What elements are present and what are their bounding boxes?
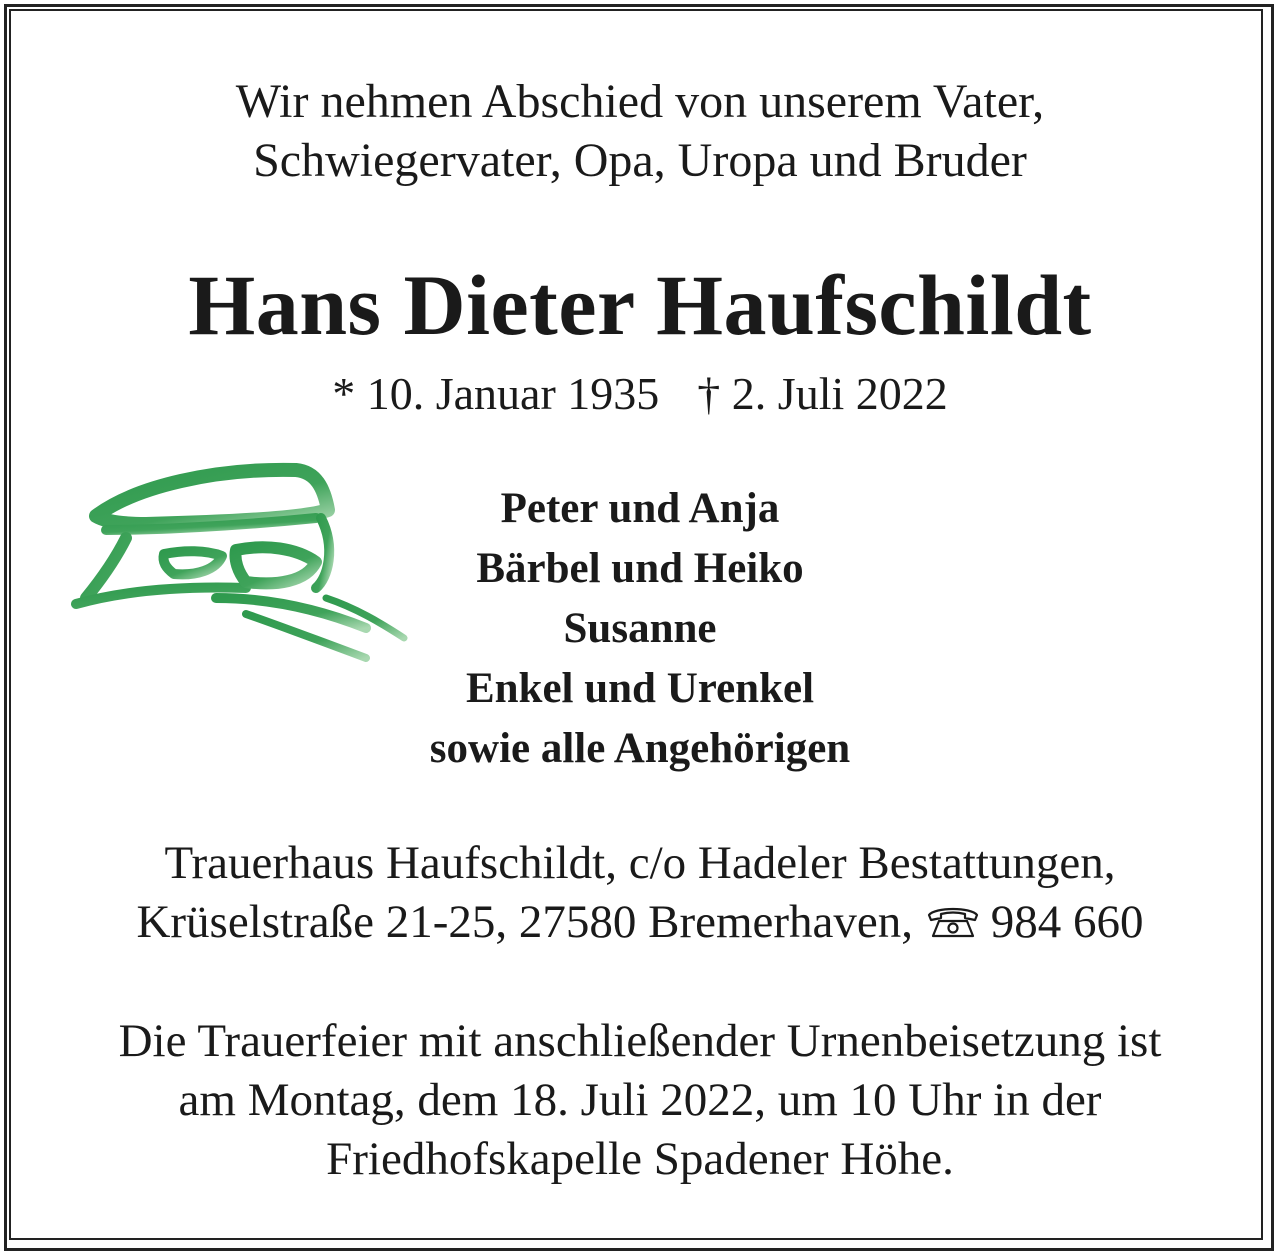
ceremony-line-1: Die Trauerfeier mit anschließender Urnenbeisetzung ist [118,1015,1162,1067]
ceremony-line-2: am Montag, dem 18. Juli 2022, um 10 Uhr in der [178,1074,1102,1126]
mourner-line-1: Peter und Anja [500,485,780,532]
intro-line-1: Wir nehmen Abschied von unserem Vater, [235,75,1045,128]
telephone-icon [925,903,981,939]
death-date: † 2. Juli 2022 [697,368,948,419]
phone-number: 984 660 [990,896,1144,948]
life-dates [0,368,1280,419]
mourner-line-3: Susanne [563,605,717,652]
address-line-2 [0,896,1280,948]
birth-date: * 10. Januar 1935 [332,368,660,419]
deceased-name: Hans Dieter Haufschildt [188,257,1092,353]
intro-line-2: Schwiegervater, Opa, Uropa und Bruder [253,134,1027,187]
ceremony-line-3: Friedhofskapelle Spadener Höhe. [326,1133,954,1185]
address-street: Krüselstraße 21-25, 27580 Bremerhaven, [136,896,914,948]
mourner-line-2: Bärbel und Heiko [476,545,804,592]
address-line-1: Trauerhaus Haufschildt, c/o Hadeler Bestattungen, [164,837,1116,889]
mourner-line-5: sowie alle Angehörigen [429,725,851,772]
mourner-line-4: Enkel und Urenkel [465,665,815,712]
